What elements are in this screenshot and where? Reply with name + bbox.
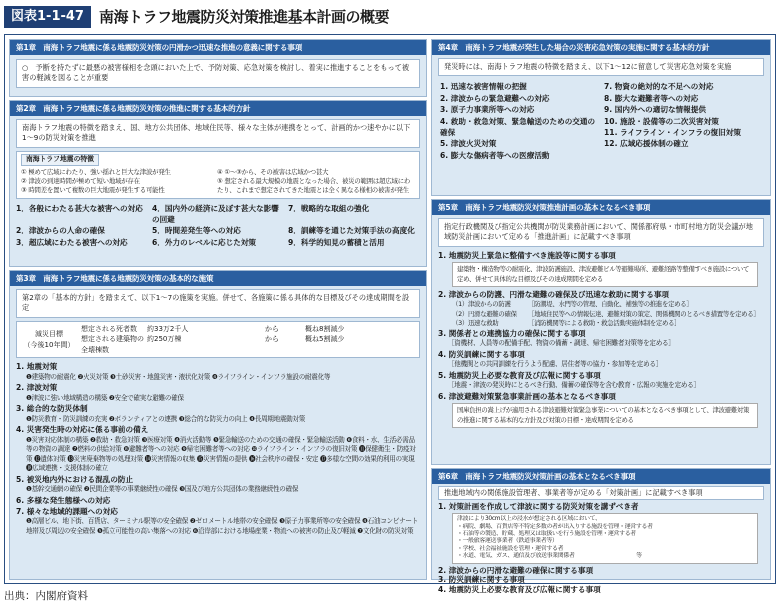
measure-heading: 6. 多様な発生態様への対応 <box>16 495 111 505</box>
measure-heading: 4. 災害発生時の対応に係る事前の備え <box>16 425 149 435</box>
policy-item: 5．時間差発生等への対応 <box>152 226 241 236</box>
response-item: 8. 膨大な避難者等への対応 <box>604 93 699 103</box>
measure-detail: ❶高層ビル、地下街、百貨店、ターミナル駅等の安全確保 ❷ゼロメートル地帯の安全確保 ❸原子力事業所等の安全確保 ❹石油コンビナート地帯及び周辺の安全確保 ❺孤立可能性の高い集落への対応 ❻沿岸部における地場産業・物流への被害の防止及び軽減 ❼文化財の防災対策 <box>26 517 419 536</box>
plan-item-detail: ［地震・津波の発災時にとるべき行動、備蓄の確保等を含む教育・広報の実施を定める］ <box>448 381 700 390</box>
response-item: 2. 津波からの緊急避難への対応 <box>440 93 550 103</box>
response-item: 10. 施設・設備等の二次災害対策 <box>604 116 719 126</box>
chapter-2-title: 第2章 南海トラフ地震に係る地震防災対策の推進に関する基本的方針 <box>10 101 426 116</box>
page-title: 南海トラフ地震防災対策推進基本計画の概要 <box>98 8 389 26</box>
response-item: 5. 津波火災対策 <box>440 139 497 149</box>
chapter-1-title: 第1章 南海トラフ地震に係る地震防災対策の円滑かつ迅速な推進の意義に関する事項 <box>10 40 426 55</box>
response-item: 7. 物資の絶対的な不足への対応 <box>604 82 714 92</box>
response-item: 6. 膨大な傷病者等への医療活動 <box>440 150 550 160</box>
chapter-2-text: 南海トラフ地震の特徴を踏まえ、国、地方公共団体、地域住民等、様々な主体が連携をとって、計画的かつ速やかに以下1～9の防災対策を推進 <box>16 119 420 148</box>
chapter-6-text: 推進地域内の関係施設管理者、事業者等が定める「対策計画」に記載すべき事項 <box>438 486 764 500</box>
policy-item: 6．外力のレベルに応じた対策 <box>152 237 257 247</box>
response-item: 11. ライフライン・インフラの復旧対策 <box>604 128 741 137</box>
plan-item-2-table <box>438 300 764 328</box>
chapter-3-panel <box>9 270 427 580</box>
measures-list <box>10 360 426 537</box>
list-item: ・病院、劇場、百貨店等不特定多数の者が出入りする施設を管理・運営する者 <box>457 523 653 530</box>
policy-list <box>10 201 426 251</box>
policy-item: 7．戦略的な取組の強化 <box>288 203 370 213</box>
response-item: 12. 広域応援体制の確立 <box>604 139 689 149</box>
plan-item-detail: ［資機材、人員等の配備手配、物資の備蓄・調達、帰宅困難者対策等を定める］ <box>448 339 675 348</box>
chapter-4-title: 第4章 南海トラフ地震が発生した場合の災害応急対策の実施に関する基本的方針 <box>432 40 770 55</box>
feature-1: ① 極めて広域にわたり、強い揺れと巨大な津波が発生 <box>21 167 171 176</box>
measure-heading: 3. 総合的な防災体制 <box>16 404 88 414</box>
feature-4: ④ ①～③から、その被害は広域かつ甚大 <box>217 167 329 176</box>
table-cell: 約250万棟 <box>147 335 182 344</box>
list-item: 津波により30cm以上の浸水が想定される区域において、 <box>457 516 601 523</box>
plan-item-detail: 国庫負担の嵩上げが適用される津波避難対策緊急事業についての基本となるべき事項として、津波避難対策の推進に関する基本的な方針及び対策の目標・達成期間を定める <box>452 403 758 428</box>
table-cell: 想定される死者数 <box>81 324 137 333</box>
reduction-target-box <box>16 321 420 359</box>
chapter-5-text: 指定行政機関及び指定公共機関が防災業務計画において、関係都府県・市町村地方防災会議が地域防災計画において定める「推進計画」に記載すべき事項 <box>438 218 764 247</box>
chapter-2-panel <box>9 100 427 267</box>
table-cell: 想定される建築物の全壊棟数 <box>81 335 144 354</box>
policy-item: 4．国内外の経済に及ぼす甚大な影響の回避 <box>152 203 279 224</box>
measure-heading: 7. 様々な地域的課題への対応 <box>16 507 118 517</box>
feature-2: ② 津波の到達時間が極めて短い地域が存在 <box>21 177 140 185</box>
table-cell: ［防潮堤、水門等の管理、自動化、補強等の推進を定める］ <box>528 300 693 309</box>
countermeasure-item: 2. 津波からの円滑な避難の確保に関する事項 <box>438 565 594 575</box>
policy-item: 1．各般にわたる甚大な被害への対応 <box>16 203 143 213</box>
chapter-5-title: 第5章 南海トラフ地震防災対策推進計画の基本となるべき事項 <box>432 200 770 215</box>
policy-item: 8．訓練等を通じた対策手法の高度化 <box>288 226 415 236</box>
table-cell: から <box>265 324 279 333</box>
table-cell: ［消防機関等による救助・救急活動実施体制を定める］ <box>528 318 681 327</box>
list-item: ・石油等の製造、貯蔵、処理又は取扱いを行う施設を管理・運営する者 <box>457 531 636 538</box>
diagram-frame <box>4 34 776 595</box>
table-cell: （1）津波からの防護 <box>452 300 511 309</box>
chapter-1-text: ○ 予断を持たずに最悪の被害様相を念頭においた上で、予防対策、応急対策を検討し、着実に推進することをもって被害の軽減を図ることが重要 <box>16 59 420 88</box>
measure-heading: 5. 被災地内外における混乱の防止 <box>16 474 134 484</box>
policy-item: 2．津波からの人命の確保 <box>16 226 105 236</box>
countermeasure-item: 3. 防災訓練に関する事項 <box>438 575 525 585</box>
chapter-6-panel <box>431 468 771 595</box>
plan-item: 2. 津波からの防護、円滑な避難の確保及び迅速な救助に関する事項 <box>438 289 670 299</box>
response-item: 3. 原子力事業所等への対応 <box>440 105 535 115</box>
plan-items <box>432 250 770 428</box>
table-cell: 概ね8割減少 <box>305 324 345 333</box>
countermeasure-item: 4. 地震防災上必要な教育及び広報に関する事項 <box>438 585 601 595</box>
table-cell: ［地域住民等への情報伝達、避難対策の策定、関係機関のとるべき措置等を定める］ <box>528 309 760 318</box>
plan-item-detail: ［他機関との共同訓練を行うよう配慮、居住者等の協力・参加等を定める］ <box>448 360 662 369</box>
list-item: ・一般旅客運送事業者（鉄道事業者等） <box>457 538 558 545</box>
feature-5: ⑤ 想定される最大規模の地震となった場合、被災の範囲は超広域にわたり、これまで想定されてきた地震とは全く異なる様相の被害が発生 <box>217 177 411 195</box>
plan-item: 5. 地震防災上必要な教育及び広報に関する事項 <box>438 370 601 380</box>
figure-number: 図表1-1-47 <box>4 6 91 28</box>
feature-title: 南海トラフ地震の特徴 <box>21 154 99 166</box>
plan-item-detail: 建築物・構造物等の耐震化、津波防護施設、津波避難ビル等避難場所、避難経路等整備すべき施設について定め、併せて具体的な目標及びその達成期間を定める <box>452 262 758 287</box>
measure-heading: 1. 地震対策 <box>16 362 58 372</box>
chapter-3-text: 第2章の「基本的方針」を踏まえて、以下1～7の施策を実施。併せて、各施策に係る具体的な目標及びその達成期間を設定 <box>16 289 420 318</box>
feature-box <box>16 151 420 199</box>
countermeasure-item: 1. 対策計画を作成して津波に関する防災対策を講ずべき者 <box>438 502 639 512</box>
plan-item: 1. 地震防災上緊急に整備すべき施設等に関する事項 <box>438 250 616 260</box>
measure-heading: 2. 津波対策 <box>16 383 58 393</box>
reduction-target-label: 減災目標 （今後10年間） <box>23 330 75 349</box>
chapter-6-title: 第6章 南海トラフ地震防災対策計画の基本となるべき事項 <box>432 469 770 484</box>
measure-detail: ❶津波に強い地域構造の構築 ❷安全で確実な避難の確保 <box>26 393 184 402</box>
table-cell: （3）迅速な救助 <box>452 318 499 327</box>
plan-item: 3. 関係者との連携協力の確保に関する事項 <box>438 329 586 339</box>
response-item: 4. 救助・救急対策、緊急輸送のための交通の確保 <box>440 116 596 137</box>
policy-item: 9．科学的知見の蓄積と活用 <box>288 237 385 247</box>
response-list <box>432 79 770 163</box>
list-item: ・水道、電気、ガス、通信及び放送事業関係者 等 <box>457 553 642 560</box>
response-item: 9. 国内外への適切な情報提供 <box>604 105 706 115</box>
table-cell: （2）円滑な避難の確保 <box>452 309 517 318</box>
measure-detail: ❶防災教育・防災訓練の充実 ❷ボランティアとの連携 ❸総合的な防災力の向上 ❹長周期地震動対策 <box>26 414 306 423</box>
chapter-3-title: 第3章 南海トラフ地震に係る地震防災対策の基本的な施策 <box>10 271 426 286</box>
feature-3: ③ 時間差を置いて複数の巨大地震が発生する可能性 <box>21 186 165 195</box>
reduction-target-table <box>81 324 365 356</box>
chapter-5-panel <box>431 199 771 465</box>
chapter-1-panel <box>9 39 427 97</box>
list-item: ・学校、社会福祉施設を管理・運営する者 <box>457 545 564 552</box>
response-item: 1. 迅速な被害情報の把握 <box>440 82 527 92</box>
plan-item: 6. 津波避難対策緊急事業計画の基本となるべき事項 <box>438 391 616 401</box>
measure-detail: ❶災害対応体制の構築 ❷救助・救急対策 ❸医療対策 ❹消火活動等 ❺緊急輸送のための交通の確保・緊急輸送活動 ❻食料・水、生活必需品等の物資の調達 ❼燃料の供給対策 ❽避難者等への対応 ❾帰宅困難者等への対応 ❿ライフライン・インフラの復旧対策 ⓫保健衛生・防疫対策 ⓬遺体対策 ⓭災害廃棄物等の処理対策 ⓮災害情報の収集 ⓯災害情報の提供 ⓰社会秩序の確保・安定 ⓱多様な空間の効果的利用の実現 ⓲広域連携・支援体制の確立 <box>26 435 416 473</box>
countermeasure-target-list <box>452 513 758 563</box>
header <box>0 0 780 33</box>
chapter-4-text: 発災時には、南海トラフ地震の特徴を踏まえ、以下1～12に留意して災害応急対策を実施 <box>438 58 764 76</box>
source-note: 出典：内閣府資料 <box>4 590 88 602</box>
table-cell: 概ね5割減少 <box>305 335 345 344</box>
policy-item: 3．超広域にわたる被害への対応 <box>16 237 128 247</box>
countermeasure-items <box>432 502 770 595</box>
plan-item: 4. 防災訓練に関する事項 <box>438 350 525 359</box>
table-cell: から <box>265 335 279 344</box>
table-cell: 約33万2千人 <box>147 324 189 333</box>
measure-detail: ❶建築物の耐震化 ❷火災対策 ❸土砂災害・地盤災害・液状化対策 ❹ライフライン・インフラ施設の耐震化等 <box>26 372 331 381</box>
chapter-4-panel <box>431 39 771 196</box>
measure-detail: ❶基幹交通網の確保 ❷民間企業等の事業継続性の確保 ❸国及び地方公共団体の業務継続性の確保 <box>26 485 299 494</box>
